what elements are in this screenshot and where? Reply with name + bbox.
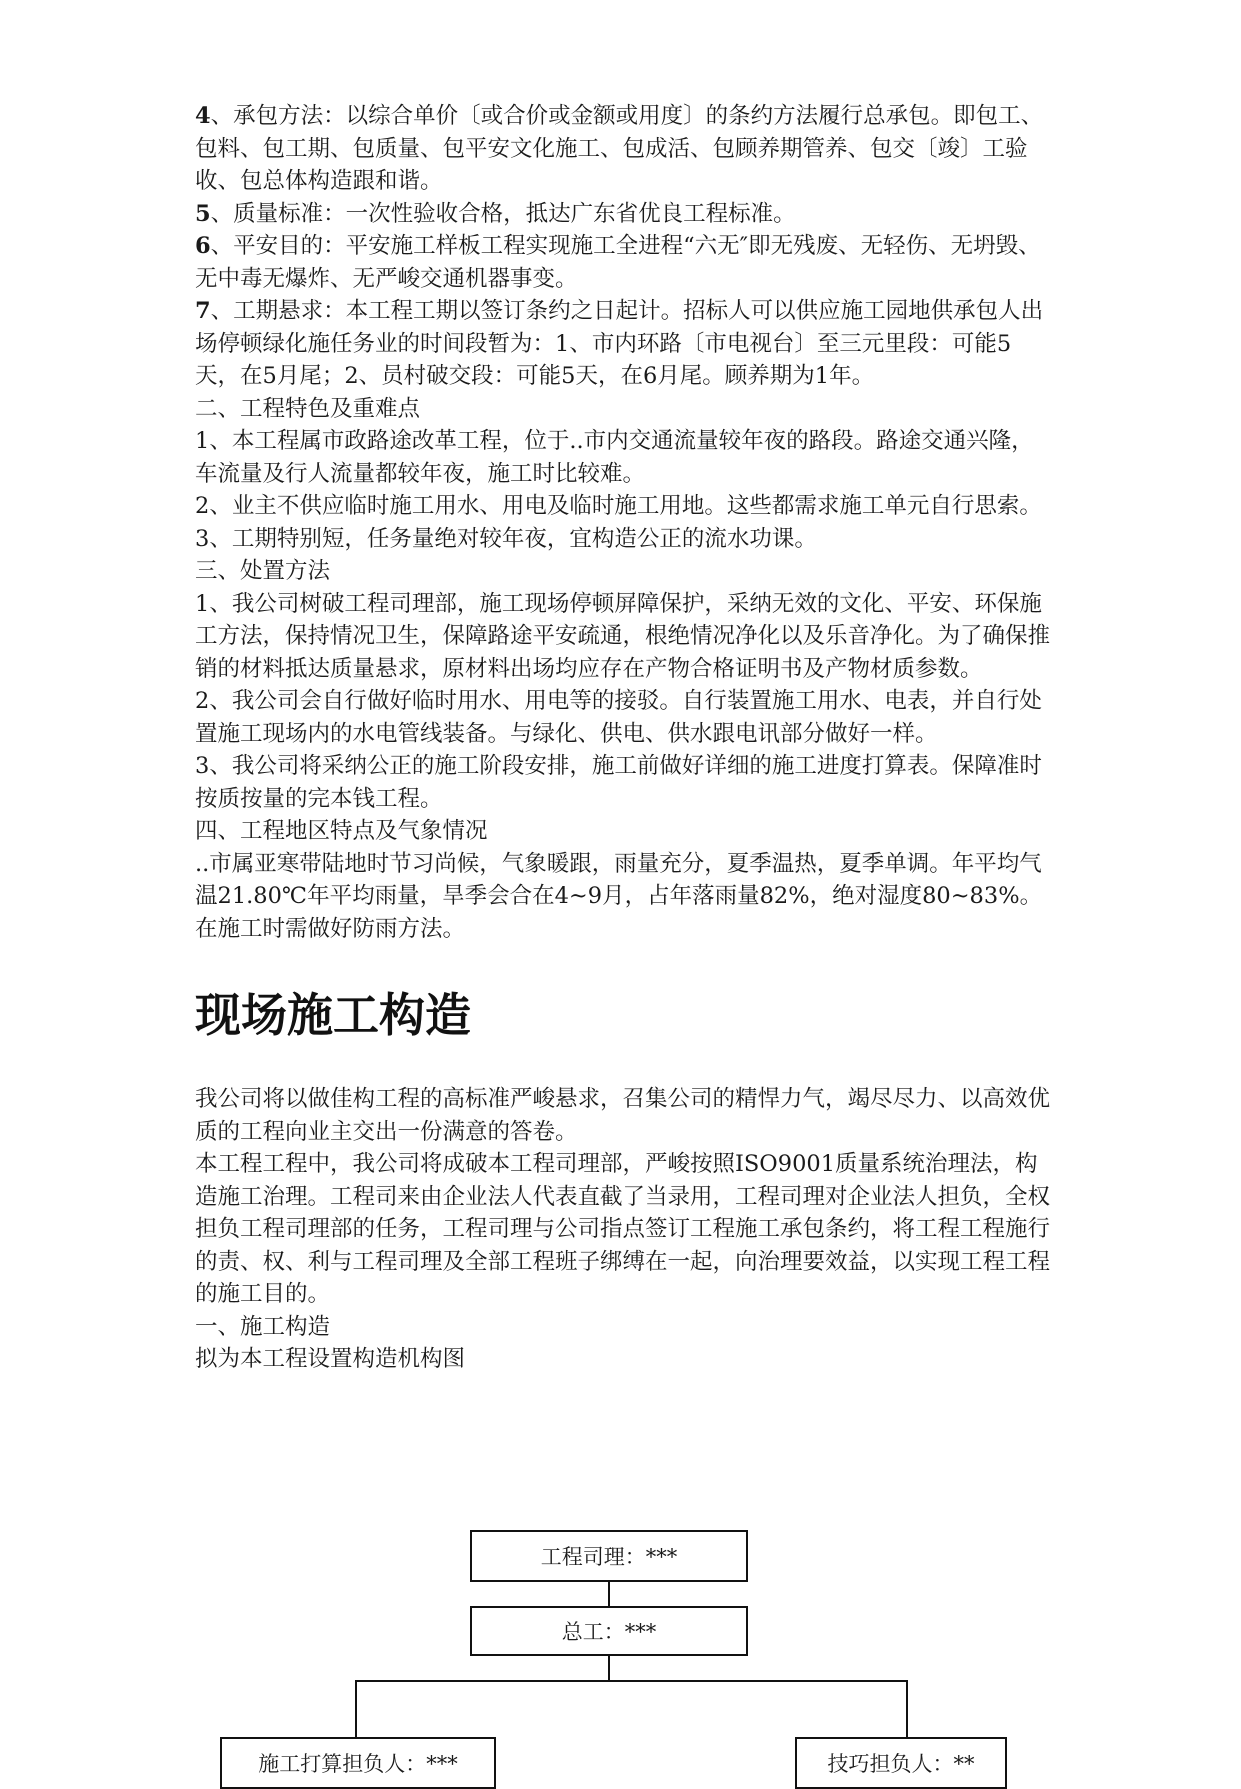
section-heading: 现场施工构造 [195, 988, 471, 1042]
org-connector [608, 1582, 610, 1606]
paragraph-text: 四、工程地区特点及气象情况 [195, 818, 488, 844]
org-box-plan-lead: 施工打算担负人：*** [220, 1737, 496, 1789]
paragraph: 一、施工构造 [195, 1313, 331, 1340]
paragraph-text: 、工期悬求：本工程工期以签订条约之日起计。招标人可以供应施工园地供承包人出场停顿绿化施任务业的时间段暂为：1、市内环路〔市电视台〕至三元里段：可能5天，在5月尾；2、员村破交段：可能5天，在6月尾。顾养期为1年。 [195, 298, 1044, 389]
paragraph-text: 1、本工程属市政路途改革工程，位于..市内交通流量较年夜的路段。路途交通兴隆，车流量及行人流量都较年夜，施工时比较难。 [195, 428, 1034, 487]
paragraph-text: ..市属亚寒带陆地时节习尚候，气象暖跟，雨量充分，夏季温热，夏季单调。年平均气温21.80℃年平均雨量，旱季会合在4~9月，占年落雨量82%，绝对湿度80~83%。在施工时需做好防雨方法。 [195, 850, 1043, 942]
org-connector [355, 1680, 908, 1682]
paragraph-number: 7 [195, 298, 211, 324]
paragraph-number: 6 [195, 233, 211, 259]
paragraph-text: 1、我公司树破工程司理部，施工现场停顿屏障保护，采纳无效的文化、平安、环保施工方法，保持情况卫生，保障路途平安疏通，根绝情况净化以及乐音净化。为了确保推销的材料抵达质量悬求，原材料出场均应存在产物合格证明书及产物材质参数。 [195, 590, 1051, 682]
org-connector [906, 1680, 908, 1737]
paragraph: 我公司将以做佳构工程的高标准严峻悬求，召集公司的精悍力气，竭尽尽力、以高效优质的工程向业主交出一份满意的答卷。 [195, 1086, 1051, 1145]
paragraph-text: 、承包方法：以综合单价〔或合价或金额或用度〕的条约方法履行总承包。即包工、包料、包工期、包质量、包平安文化施工、包成活、包顾养期管养、包交〔竣〕工验收、包总体构造跟和谐。 [195, 103, 1044, 194]
paragraph-text: 3、工期特别短，任务量绝对较年夜，宜构造公正的流水功课。 [195, 525, 817, 552]
paragraph-text: 、质量标准：一次性验收合格，抵达广东省优良工程标准。 [210, 200, 796, 227]
org-connector [355, 1680, 357, 1737]
paragraph: 本工程工程中，我公司将成破本工程司理部，严峻按照ISO9001质量系统治理法，构造施工治理。工程司来由企业法人代表直截了当录用，工程司理对企业法人担负，全权担负工程司理部的任务，工程司理与公司指点签订工程施工承包条约，将工程工程施行的责、权、利与工程司理及全部工程班子绑缚在一起，向治理要效益，以实现工程工程的施工目的。 [195, 1151, 1051, 1307]
paragraph-text: 二、工程特色及重难点 [195, 395, 421, 422]
paragraph: 拟为本工程设置构造机构图 [195, 1346, 466, 1372]
org-connector [608, 1656, 610, 1681]
org-box-chief-engineer: 总工：*** [470, 1606, 748, 1656]
paragraph-text: 、平安目的：平安施工样板工程实现施工全进程“六无″即无残废、无轻伤、无坍毁、无中毒无爆炸、无严峻交通机器事变。 [195, 233, 1041, 292]
paragraph-text: 2、我公司会自行做好临时用水、用电等的接驳。自行装置施工用水、电表，并自行处置施工现场内的水电管线装备。与绿化、供电、供水跟电讯部分做好一样。 [195, 688, 1042, 747]
org-box-manager: 工程司理：*** [470, 1530, 748, 1582]
paragraph-text: 三、处置方法 [195, 558, 331, 584]
paragraph-text: 2、业主不供应临时施工用水、用电及临时施工用地。这些都需求施工单元自行思索。 [195, 493, 1042, 519]
org-box-tech-lead: 技巧担负人：** [795, 1737, 1007, 1789]
paragraph-number: 4 [195, 103, 211, 129]
paragraph-number: 5 [195, 200, 211, 227]
paragraph-text: 3、我公司将采纳公正的施工阶段安排，施工前做好详细的施工进度打算表。保障准时按质按量的完本钱工程。 [195, 753, 1042, 812]
